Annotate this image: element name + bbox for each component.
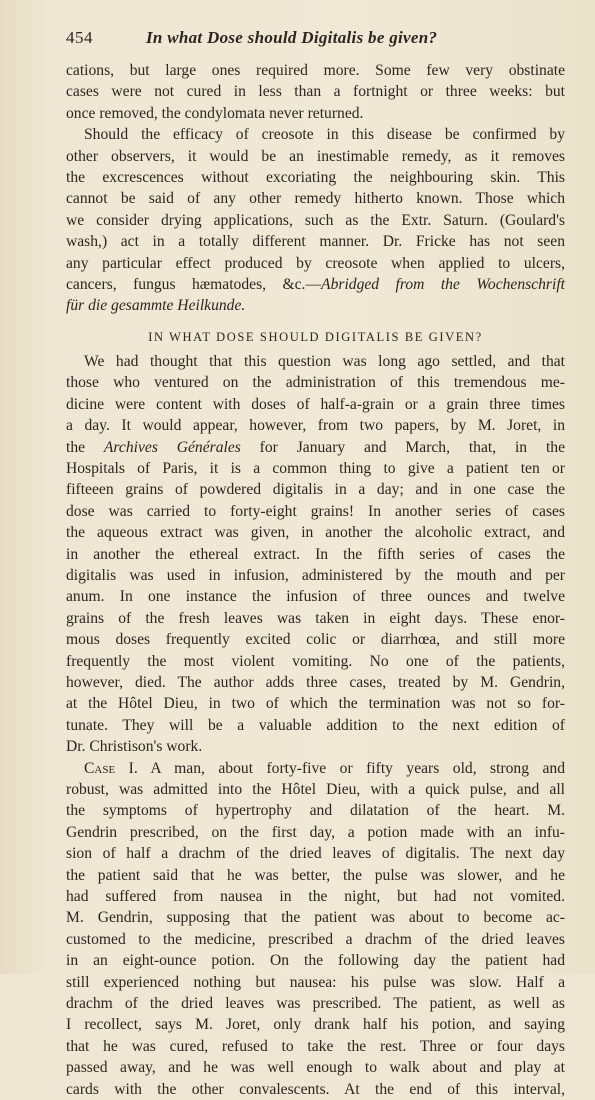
- text-line: the symptoms of hypertrophy and dilatation of the heart. M.: [66, 802, 565, 820]
- text-line: wash,) act in a totally different manner. Dr. Fricke has not seen: [66, 233, 565, 251]
- paragraph-condylomata-result: [66, 60, 565, 124]
- text-line: the patient said that he was better, the pulse was slower, and he: [66, 866, 565, 884]
- source-citation: für die gesammte Heilkunde.: [66, 297, 246, 315]
- text-line: a day. It would appear, however, from two papers, by M. Joret, in: [66, 417, 565, 435]
- text-line: fifteeen grains of powdered digitalis in a day; and in one case the: [66, 481, 565, 499]
- text-line: still experienced nothing but nausea: his pulse was slow. Half a: [66, 973, 565, 991]
- text-line: drachm of the dried leaves was prescribed. The patient, as well as: [66, 995, 565, 1013]
- paragraph-creosote-efficacy: [66, 124, 565, 317]
- text-line: however, died. The author adds three cases, treated by M. Gendrin,: [66, 673, 565, 691]
- text-line: I recollect, says M. Joret, only drank half his potion, and saying: [66, 1016, 565, 1034]
- text-line: [66, 295, 565, 316]
- text-line: Should the efficacy of creosote in this disease be confirmed by: [84, 126, 565, 144]
- text-line: we consider drying applications, such as the Extr. Saturn. (Goulard's: [66, 211, 565, 229]
- text-line: grains of the fresh leaves was taken in eight days. These enor-: [66, 609, 565, 627]
- text-run: A man, about forty-five or fifty years old, strong and: [137, 759, 565, 777]
- paragraph-digitalis-doses: [66, 351, 565, 758]
- text-line: once removed, the condylomata never returned.: [66, 104, 364, 122]
- text-line: cards with the other convalescents. At the end of this interval,: [66, 1080, 565, 1098]
- text-line: any particular effect produced by creosote when applied to ulcers,: [66, 254, 565, 272]
- text-line: [66, 274, 565, 295]
- running-title: In what Dose should Digitalis be given?: [146, 28, 438, 47]
- text-line: anum. In one instance the infusion of three ounces and twelve: [66, 588, 565, 606]
- text-line: the excrescences without excoriating the neighbouring skin. This: [66, 169, 565, 187]
- text-line: digitalis was used in infusion, administered by the mouth and per: [66, 566, 565, 584]
- text-line: [66, 758, 565, 779]
- text-run: the: [66, 438, 104, 456]
- case-label: Case I.: [84, 759, 138, 777]
- text-line: cases were not cured in less than a fortnight or three weeks: but: [66, 83, 565, 101]
- source-citation: Abridged from the Wochenschrift: [321, 276, 565, 294]
- text-line: other observers, it would be an inestimable remedy, as it removes: [66, 147, 565, 165]
- text-line: dose was carried to forty-eight grains! In another series of cases: [66, 502, 565, 520]
- page-header: [66, 28, 565, 54]
- text-line: cannot be said of any other remedy hitherto known. Those which: [66, 190, 565, 208]
- section-heading: IN WHAT DOSE SHOULD DIGITALIS BE GIVEN?: [148, 329, 483, 344]
- text-line: robust, was admitted into the Hôtel Dieu, with a quick pulse, and all: [66, 781, 565, 798]
- text-line: cations, but large ones required more. Some few very obstinate: [66, 62, 565, 79]
- text-line: Hospitals of Paris, it is a common thing to give a patient ten or: [66, 459, 565, 477]
- text-line: at the Hôtel Dieu, in two of which the termination was not so for-: [66, 695, 565, 713]
- paragraph-case-one: [66, 758, 565, 1100]
- text-line: Dr. Christison's work.: [66, 738, 203, 756]
- text-run: for January and March, that, in the: [240, 438, 566, 456]
- text-line: customed to the medicine, prescribed a drachm of the dried leaves: [66, 930, 565, 948]
- journal-title: Archives Générales: [103, 438, 241, 456]
- text-line: tunate. They will be a valuable addition to the next edition of: [66, 716, 565, 734]
- text-line: in an eight-ounce potion. On the following day the patient had: [66, 952, 565, 970]
- text-line: frequently the most violent vomiting. No one of the patients,: [66, 652, 565, 670]
- text-run: cancers, fungus hæmatodes, &c.—: [66, 276, 322, 294]
- text-line: dicine were content with doses of half-a-grain or a grain three times: [66, 395, 565, 413]
- page-body: [66, 60, 565, 1100]
- text-line: those who ventured on the administration of this tremendous me-: [66, 374, 565, 392]
- text-line: [66, 437, 565, 458]
- text-line: in another the ethereal extract. In the fifth series of cases the: [66, 545, 565, 563]
- text-line: We had thought that this question was long ago settled, and that: [84, 352, 565, 370]
- page-number: 454: [66, 28, 93, 47]
- text-line: passed away, and he was well enough to walk about and play at: [66, 1059, 565, 1077]
- text-line: sion of half a drachm of the dried leaves of digitalis. The next day: [66, 845, 565, 863]
- text-line: M. Gendrin, supposing that the patient was about to become ac-: [66, 909, 565, 927]
- text-line: the aqueous extract was given, in another the alcoholic extract, and: [66, 524, 565, 542]
- text-line: mous doses frequently excited colic or diarrhœa, and still more: [66, 631, 565, 649]
- text-line: that he was cured, refused to take the rest. Three or four days: [66, 1037, 565, 1055]
- text-line: had suffered from nausea in the night, but had not vomited.: [66, 888, 565, 906]
- text-line: Gendrin prescribed, on the first day, a potion made with an infu-: [66, 823, 565, 841]
